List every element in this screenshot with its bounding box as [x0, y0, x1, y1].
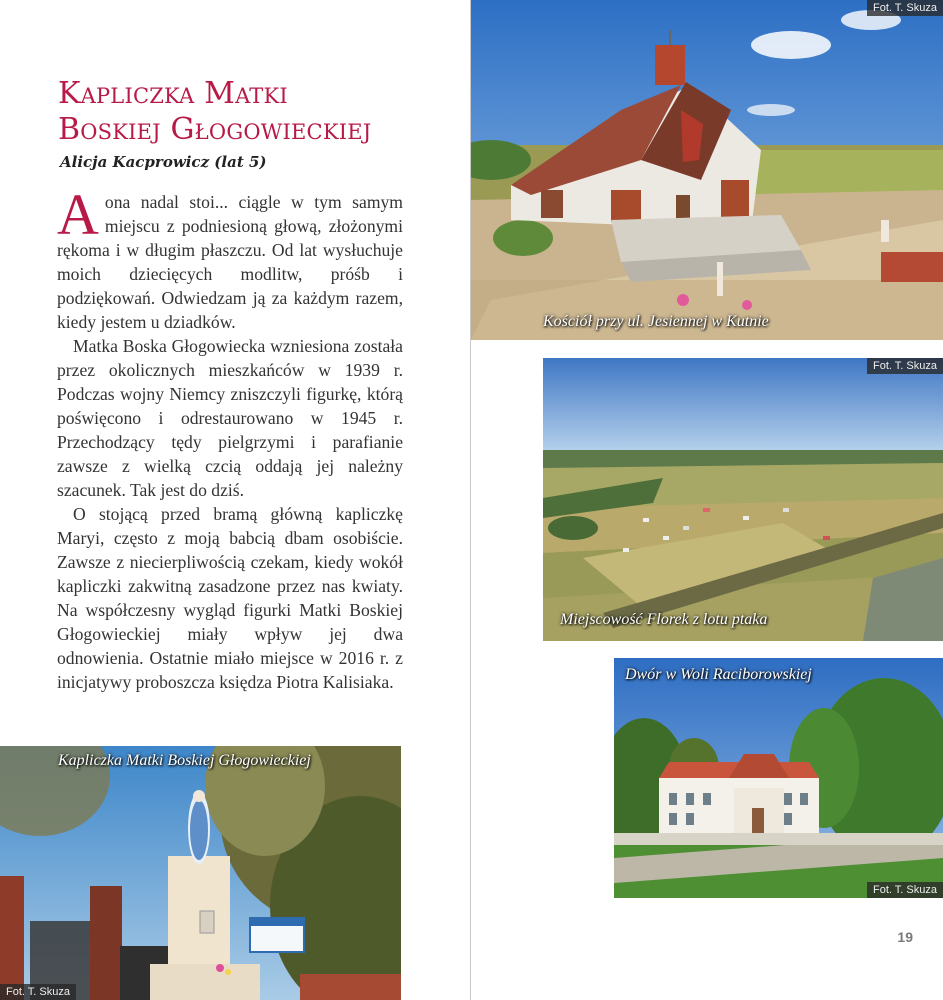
- paragraph-2: Matka Boska Głogowiecka wzniesiona została przez okolicznych mieszkańców w 1939 r. Podczas wojny Niemcy zniszczyli figurkę, którą poświęcono i odrestaurowano w 1945 r. Przechodzący tędy pielgrzymi i parafianie zawsze z wielką czcią oddają jej należny szacunek. Tak jest do dziś.: [57, 336, 403, 500]
- shrine-image: [0, 746, 401, 1000]
- drop-cap: A: [57, 182, 99, 247]
- village-credit: Fot. T. Skuza: [867, 358, 943, 374]
- author-byline: Alicja Kacprowicz (lat 5): [60, 153, 267, 171]
- paragraph-1-text: ona nadal stoi... ciągle w tym samym miejscu z podniesioną głową, złożonymi rękoma i w długim płaszczu. Od lat wysłuchuje moich dziecięcych modlitw, próśb i podziękowań. Odwiedzam ją za każdym razem, kiedy jestem u dziadków.: [57, 192, 403, 332]
- page-number: 19: [897, 929, 913, 945]
- title-line-2: Boskiej Głogowieckiej: [58, 112, 372, 147]
- shrine-credit: Fot. T. Skuza: [0, 984, 76, 1000]
- church-credit: Fot. T. Skuza: [867, 0, 943, 16]
- paragraph-1: [57, 182, 403, 334]
- village-image: [543, 358, 943, 641]
- title-line-1: Kapliczka Matki: [58, 76, 288, 111]
- right-page: [471, 0, 943, 1000]
- shrine-photo: [0, 746, 401, 1000]
- paragraph-3: O stojącą przed bramą główną kapliczkę Maryi, często z moją babcią dbam osobiście. Zawsze z niecierpliwością czekam, kiedy wokół kapliczki zakwitną zasadzone przez nas kwiaty. Na współczesny wygląd figurki Matki Boskiej Głogowieckiej miały wpływ jej dwa odnowienia. Ostatnie miało miejsce w 2016 r. z inicjatywy proboszcza księdza Piotra Kalisiaka.: [57, 504, 403, 692]
- church-image: [471, 0, 943, 340]
- manor-image: [614, 658, 943, 898]
- left-page: [0, 0, 470, 1000]
- manor-photo: [614, 658, 943, 898]
- church-photo: [471, 0, 943, 340]
- manor-credit: Fot. T. Skuza: [867, 882, 943, 898]
- village-photo: [543, 358, 943, 641]
- manor-caption: Dwór w Woli Raciborowskiej: [625, 666, 812, 683]
- article-body: [57, 182, 403, 694]
- village-caption: Miejscowość Florek z lotu ptaka: [560, 611, 768, 628]
- church-caption: Kościół przy ul. Jesiennej w Kutnie: [543, 313, 769, 330]
- shrine-caption: Kapliczka Matki Boskiej Głogowieckiej: [58, 752, 311, 769]
- article-title: [58, 76, 458, 148]
